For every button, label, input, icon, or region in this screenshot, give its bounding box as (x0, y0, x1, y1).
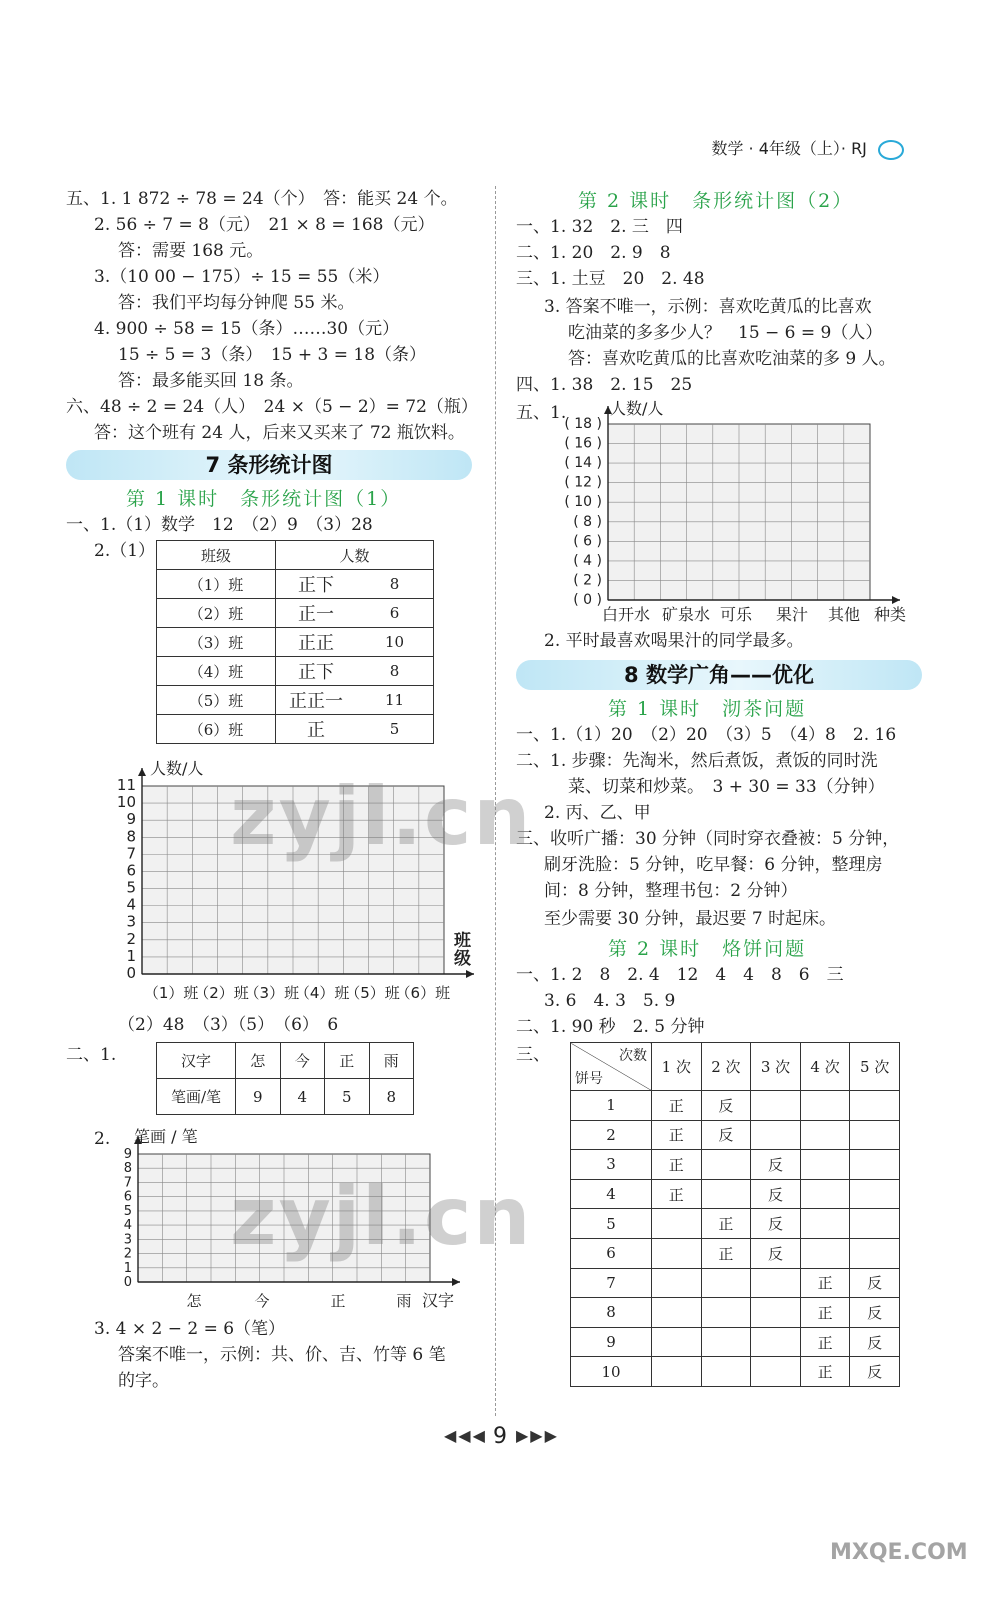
cell-side (701, 1298, 751, 1328)
cell-side: 反 (850, 1327, 900, 1357)
cell-side (701, 1179, 751, 1209)
y-tick-label: 11 (116, 776, 136, 794)
cell-char: 正 (325, 1043, 370, 1079)
r-line2: 二、1. 20 2. 9 8 (516, 243, 671, 263)
chapter8-lesson1: 第 1 课时 沏茶问题 (608, 698, 807, 720)
cell-tally: 正正 (276, 628, 357, 657)
cell-side (701, 1268, 751, 1298)
th-round: 2 次 (701, 1043, 751, 1091)
x-tick-label: （2）班 (194, 984, 249, 1002)
x-tick-label: 其他 (827, 605, 861, 624)
cell-cake-no: 10 (571, 1357, 652, 1387)
s5-line1: 五、1. 1 872 ÷ 78 = 24（个） 答：能买 24 个。 (66, 189, 458, 209)
x-tick-label: （4）班 (294, 984, 350, 1002)
cell-class: （6）班 (157, 715, 276, 744)
y-tick-label: ( 4 ) (573, 552, 602, 569)
s5-line6: 4. 900 ÷ 58 = 15（条）……30（元） (94, 319, 400, 339)
cell-side (800, 1179, 850, 1209)
cell-side: 正 (800, 1357, 850, 1387)
x-tick-label: 矿泉水 (661, 605, 711, 624)
table-row (157, 715, 434, 744)
cell-cake-no: 6 (571, 1238, 652, 1268)
cell-side (800, 1238, 850, 1268)
r-line5: 吃油菜的多多少人？ 15 − 6 = 9（人） (568, 323, 883, 343)
cell-side: 反 (701, 1120, 751, 1150)
cell-side: 正 (652, 1150, 702, 1180)
cell-cake-no: 7 (571, 1268, 652, 1298)
r-line15: 刷牙洗脸：5 分钟，吃早餐：6 分钟，整理房 (544, 855, 883, 875)
x-axis-label: 汉字 (422, 1291, 455, 1310)
r-line3: 三、1. 土豆 20 2. 48 (516, 269, 705, 289)
cell-cake-no: 4 (571, 1179, 652, 1209)
y-tick-label: ( 8 ) (573, 513, 602, 530)
r-line6: 答：喜欢吃黄瓜的比喜欢吃油菜的多 9 人。 (568, 349, 896, 369)
cell-num: 11 (356, 686, 434, 715)
q1-1: 一、1.（1）数学 12 （2）9 （3）28 (66, 515, 373, 535)
cell-side: 正 (800, 1327, 850, 1357)
y-tick-label: ( 18 ) (564, 416, 602, 432)
r-line16: 间：8 分钟，整理书包：2 分钟） (544, 881, 798, 901)
cell-num: 6 (356, 599, 434, 628)
cell-side (850, 1179, 900, 1209)
cell-side: 正 (701, 1209, 751, 1239)
corner-bottom: 饼号 (575, 1071, 603, 1087)
table-row (571, 1298, 900, 1328)
cell-side (800, 1120, 850, 1150)
q1-2-rest: （2）48 （3）（5） （6） 6 (118, 1015, 339, 1035)
cell-cake-no: 2 (571, 1120, 652, 1150)
cell-class: （5）班 (157, 686, 276, 715)
cell-num: 8 (356, 570, 434, 599)
cell-side: 正 (800, 1298, 850, 1328)
cell-class: （1）班 (157, 570, 276, 599)
cell-side (652, 1327, 702, 1357)
r-line20: 二、1. 90 秒 2. 5 分钟 (516, 1017, 705, 1037)
y-axis-arrow-icon (138, 768, 146, 776)
q1-2-label: 2.（1） (94, 541, 156, 561)
cell-side (800, 1150, 850, 1180)
x-axis-arrow-icon (466, 970, 474, 978)
x-axis-label: 级 (454, 949, 471, 969)
cell-side: 反 (751, 1238, 801, 1268)
q2-2-label: 2. (94, 1129, 111, 1149)
cell-side (701, 1357, 751, 1387)
y-tick-label: 1 (126, 946, 136, 965)
th-round: 4 次 (800, 1043, 850, 1091)
x-tick-label: 正 (330, 1292, 346, 1310)
x-tick-label: 怎 (186, 1292, 202, 1310)
r-line17: 至少需要 30 分钟，最迟要 7 时起床。 (544, 909, 837, 929)
cell-side (850, 1120, 900, 1150)
y-tick-label: 4 (126, 895, 136, 914)
cell-strokes: 9 (236, 1079, 281, 1115)
watermark-1: zyjl.cn (230, 770, 533, 863)
r-line13: 2. 丙、乙、甲 (544, 803, 651, 823)
drink-bar-chart (556, 396, 936, 630)
cell-char: 怎 (236, 1043, 281, 1079)
q2-3-line2: 答案不唯一，示例：共、价、吉、竹等 6 笔 (118, 1345, 446, 1365)
chapter7-lesson1: 第 1 课时 条形统计图（1） (126, 488, 402, 510)
x-tick-label: （5）班 (345, 984, 400, 1002)
y-tick-label: 8 (126, 827, 136, 846)
y-tick-label: 5 (123, 1203, 132, 1219)
q2-3-line3: 的字。 (118, 1371, 169, 1391)
cell-char: 雨 (369, 1043, 414, 1079)
y-tick-label: 8 (123, 1161, 132, 1177)
cell-side: 正 (800, 1268, 850, 1298)
table-row (157, 599, 434, 628)
y-tick-label: 5 (126, 878, 136, 897)
th-round: 5 次 (850, 1043, 900, 1091)
table-row (571, 1238, 900, 1268)
r-line9: 2. 平时最喜欢喝果汁的同学最多。 (544, 631, 804, 651)
th-class: 班级 (157, 541, 276, 570)
y-axis-label: 人数/人 (610, 399, 664, 418)
cell-class: （4）班 (157, 657, 276, 686)
stroke-table (156, 1042, 414, 1115)
cell-side (652, 1268, 702, 1298)
y-tick-label: 2 (126, 929, 136, 948)
y-tick-label: ( 0 ) (573, 592, 602, 608)
cell-tally: 正下 (276, 657, 357, 686)
cell-strokes: 5 (325, 1079, 370, 1115)
y-tick-label: ( 10 ) (564, 494, 602, 511)
table-row (157, 570, 434, 599)
table-row (571, 1357, 900, 1387)
table-row (157, 657, 434, 686)
cell-side (800, 1091, 850, 1121)
r-line7: 四、1. 38 2. 15 25 (516, 375, 693, 395)
x-tick-label: 雨 (396, 1292, 412, 1310)
prev-arrows: ◀◀◀ (444, 1426, 487, 1445)
y-tick-label: ( 16 ) (564, 435, 602, 452)
cake-table (570, 1042, 900, 1387)
y-tick-label: 1 (123, 1260, 132, 1276)
cell-side (652, 1209, 702, 1239)
corner-cell (571, 1043, 652, 1091)
th-char: 汉字 (157, 1043, 236, 1079)
r-line11: 二、1. 步骤：先淘米，然后煮饭，煮饭的同时洗 (516, 751, 878, 771)
r-line1: 一、1. 32 2. 三 四 (516, 217, 683, 237)
cell-cake-no: 9 (571, 1327, 652, 1357)
cell-side (701, 1150, 751, 1180)
cell-side: 反 (751, 1150, 801, 1180)
cell-side (652, 1298, 702, 1328)
cell-side: 反 (850, 1357, 900, 1387)
y-tick-label: 4 (123, 1218, 132, 1234)
cell-side (800, 1209, 850, 1239)
r-line8-label: 五、1. (516, 403, 567, 423)
cell-class: （2）班 (157, 599, 276, 628)
cell-side (751, 1357, 801, 1387)
cell-side (850, 1091, 900, 1121)
cell-side: 反 (701, 1091, 751, 1121)
class-tally-table (156, 540, 434, 744)
cell-side: 正 (652, 1120, 702, 1150)
page-number: 9 (493, 1424, 507, 1449)
y-tick-label: 9 (126, 810, 136, 829)
cell-side: 反 (751, 1179, 801, 1209)
s5-line8: 答：最多能买回 18 条。 (118, 371, 304, 391)
cell-side (751, 1268, 801, 1298)
cell-strokes: 8 (369, 1079, 414, 1115)
y-tick-label: 7 (126, 844, 136, 863)
cell-side (652, 1238, 702, 1268)
cell-side: 反 (751, 1209, 801, 1239)
chapter7-lesson2: 第 2 课时 条形统计图（2） (578, 190, 854, 212)
table-row (571, 1327, 900, 1357)
cell-side: 正 (652, 1091, 702, 1121)
x-axis-arrow-icon (452, 1278, 460, 1286)
x-tick-label: （1）班 (143, 984, 199, 1002)
table-row (157, 628, 434, 657)
r-line21-label: 三、 (516, 1045, 550, 1065)
x-tick-label: 今 (254, 1292, 270, 1310)
q2-3-line1: 3. 4 × 2 − 2 = 6（笔） (94, 1319, 286, 1339)
y-tick-label: 10 (116, 793, 136, 812)
cell-side (652, 1357, 702, 1387)
y-tick-label: 3 (123, 1232, 132, 1248)
x-axis-arrow-icon (892, 596, 900, 604)
table-row (571, 1268, 900, 1298)
s6-line1: 六、48 ÷ 2 = 24（人） 24 ×（5 − 2）= 72（瓶） (66, 397, 478, 417)
r-line12: 菜、切菜和炒菜。 3 + 30 = 33（分钟） (568, 777, 885, 797)
r-line18: 一、1. 2 8 2. 4 12 4 4 8 6 三 (516, 965, 844, 985)
y-tick-label: ( 12 ) (564, 474, 602, 491)
x-tick-label: 果汁 (775, 605, 809, 624)
table-row (571, 1209, 900, 1239)
cell-side (850, 1209, 900, 1239)
x-tick-label: （3）班 (244, 984, 300, 1002)
s5-line5: 答：我们平均每分钟爬 55 米。 (118, 293, 355, 313)
r-line19: 3. 6 4. 3 5. 9 (544, 991, 676, 1011)
cell-tally: 正 (276, 715, 357, 744)
y-tick-label: 0 (126, 964, 136, 982)
cell-tally: 正下 (276, 570, 357, 599)
table-row (571, 1179, 900, 1209)
x-axis-label: 班 (454, 931, 471, 951)
next-arrows: ▶▶▶ (516, 1426, 559, 1445)
r-line4: 3. 答案不唯一，示例：喜欢吃黄瓜的比喜欢 (544, 297, 872, 317)
s5-line3: 答：需要 168 元。 (118, 241, 264, 261)
page-header (711, 136, 904, 160)
cell-side (850, 1150, 900, 1180)
table-row (571, 1150, 900, 1180)
th-round: 1 次 (652, 1043, 702, 1091)
cell-side (751, 1298, 801, 1328)
cell-side: 正 (652, 1179, 702, 1209)
cell-strokes: 4 (280, 1079, 325, 1115)
table-row (571, 1091, 900, 1121)
s5-line4: 3.（10 00 − 175）÷ 15 = 55（米） (94, 267, 390, 287)
r-line10: 一、1.（1）20 （2）20 （3）5 （4）8 2. 16 (516, 725, 897, 745)
x-tick-label: （6）班 (395, 984, 451, 1002)
cell-side (751, 1327, 801, 1357)
th-strokes: 笔画/笔 (157, 1079, 236, 1115)
y-tick-label: 2 (123, 1246, 132, 1262)
th-count: 人数 (276, 541, 434, 570)
cell-num: 5 (356, 715, 434, 744)
chapter7-title: 7 条形统计图 (66, 450, 472, 480)
y-tick-label: 3 (126, 912, 136, 931)
cell-tally: 正一 (276, 599, 357, 628)
table-row (571, 1120, 900, 1150)
book-logo-icon (878, 140, 904, 160)
cell-side (850, 1238, 900, 1268)
y-tick-label: ( 14 ) (564, 455, 602, 472)
y-tick-label: 6 (126, 861, 136, 880)
cell-cake-no: 1 (571, 1091, 652, 1121)
y-axis-label: 人数/人 (150, 759, 204, 778)
cell-cake-no: 5 (571, 1209, 652, 1239)
cell-side (751, 1120, 801, 1150)
y-tick-label: 7 (123, 1175, 132, 1191)
cell-cake-no: 3 (571, 1150, 652, 1180)
y-tick-label: ( 6 ) (573, 533, 602, 550)
y-tick-label: 6 (123, 1189, 132, 1205)
cell-num: 10 (356, 628, 434, 657)
x-tick-label: 可乐 (719, 605, 753, 624)
s6-line2: 答：这个班有 24 人，后来又买来了 72 瓶饮料。 (94, 423, 465, 443)
r-line14: 三、收听广播：30 分钟（同时穿衣叠被：5 分钟， (516, 829, 900, 849)
header-text: 数学 · 4年级（上）· RJ (711, 139, 867, 158)
x-axis-label: 种类 (874, 605, 907, 624)
y-tick-label: ( 2 ) (573, 572, 602, 589)
y-axis-label: 笔画 / 笔 (134, 1127, 198, 1146)
corner-top: 次数 (619, 1048, 647, 1064)
x-tick-label: 白开水 (601, 605, 651, 624)
cell-side: 正 (701, 1238, 751, 1268)
chapter8-lesson2: 第 2 课时 烙饼问题 (608, 938, 807, 960)
th-round: 3 次 (751, 1043, 801, 1091)
cell-side (751, 1091, 801, 1121)
cell-num: 8 (356, 657, 434, 686)
table-row (157, 686, 434, 715)
cell-char: 今 (280, 1043, 325, 1079)
cell-cake-no: 8 (571, 1298, 652, 1328)
corner-logo: MXQE.COM (830, 1540, 968, 1565)
s5-line7: 15 ÷ 5 = 3（条） 15 + 3 = 18（条） (118, 345, 427, 365)
cell-class: （3）班 (157, 628, 276, 657)
y-tick-label: 0 (123, 1275, 132, 1290)
s5-line2: 2. 56 ÷ 7 = 8（元） 21 × 8 = 168（元） (94, 215, 435, 235)
q2-1-label: 二、1. (66, 1045, 117, 1065)
y-tick-label: 9 (123, 1147, 132, 1162)
cell-tally: 正正一 (276, 686, 357, 715)
chapter8-title: 8 数学广角——优化 (516, 660, 922, 690)
cell-side (701, 1327, 751, 1357)
cell-side: 反 (850, 1268, 900, 1298)
cell-side: 反 (850, 1298, 900, 1328)
watermark-2: zyjl.cn (230, 1170, 533, 1263)
